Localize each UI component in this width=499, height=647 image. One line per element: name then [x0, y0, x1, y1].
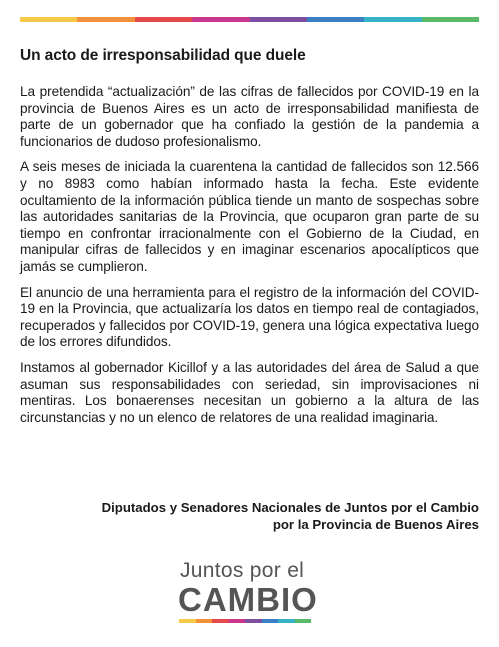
- color-segment: [307, 17, 364, 22]
- color-segment: [192, 17, 249, 22]
- color-segment: [20, 17, 77, 22]
- color-segment: [196, 619, 213, 623]
- color-segment: [229, 619, 246, 623]
- juntos-por-el-cambio-logo: [178, 560, 328, 617]
- logo-text-top: Juntos por el: [180, 559, 305, 582]
- paragraph-1: La pretendida “actualización” de las cifras de fallecidos por COVID-19 en la provincia de Buenos Aires es un acto de irresponsabilidad manifiesta de parte de un gobernador que ha confiado la gestión de la pandemia a funcionarios de dudoso profesionalismo.: [20, 84, 479, 149]
- color-segment: [250, 17, 307, 22]
- color-segment: [212, 619, 229, 623]
- color-segment: [278, 619, 295, 623]
- paragraph-3: El anuncio de una herramienta para el registro de la información del COVID-19 en la Provincia, que actualizaría los datos en tiempo real de contagiados, recuperados y fallecidos por COVID-19, genera una lógica expectativa luego de los errores difundidos.: [20, 284, 479, 350]
- signature-line-2: por la Provincia de Buenos Aires: [272, 517, 479, 532]
- paragraph-4: Instamos al gobernador Kicillof y a las autoridades del área de Salud a que asuman sus responsabilidades con seriedad, sin improvisaciones ni mentiras. Los bonaerenses necesitan un gobierno a la altura de las circunstancias y no un elenco de relatores de una realidad imaginaria.: [20, 359, 479, 425]
- paragraph-2: A seis meses de iniciada la cuarentena la cantidad de fallecidos son 12.566 y no 8983 como habían informado hasta la fecha. Este evidente ocultamiento de la información pública tiende un manto de sospechas sobre las autoridades sanitarias de la Provincia, que ocuparon gran parte de su tiempo en confrontar irracionalmente con el Gobierno de la Ciudad, en manipular cifras de fallecidos y en imaginar escenarios apocalípticos que jamás se cumplieron.: [20, 159, 479, 274]
- logo-wordmark: CAMBIO: [178, 581, 318, 618]
- color-segment: [262, 619, 279, 623]
- color-segment: [422, 17, 479, 22]
- color-segment: [179, 619, 196, 623]
- logo-color-bar: [179, 619, 311, 623]
- document-body: [20, 84, 479, 435]
- signature-block: [20, 499, 479, 533]
- color-segment: [245, 619, 262, 623]
- color-segment: [77, 17, 134, 22]
- color-segment: [364, 17, 421, 22]
- document-title: Un acto de irresponsabilidad que duele: [20, 47, 306, 64]
- color-segment: [135, 17, 192, 22]
- color-segment: [295, 619, 312, 623]
- top-color-stripe: [20, 17, 479, 22]
- signature-line-1: Diputados y Senadores Nacionales de Juntos por el Cambio: [101, 500, 479, 515]
- logo-text-bottom: [178, 583, 318, 617]
